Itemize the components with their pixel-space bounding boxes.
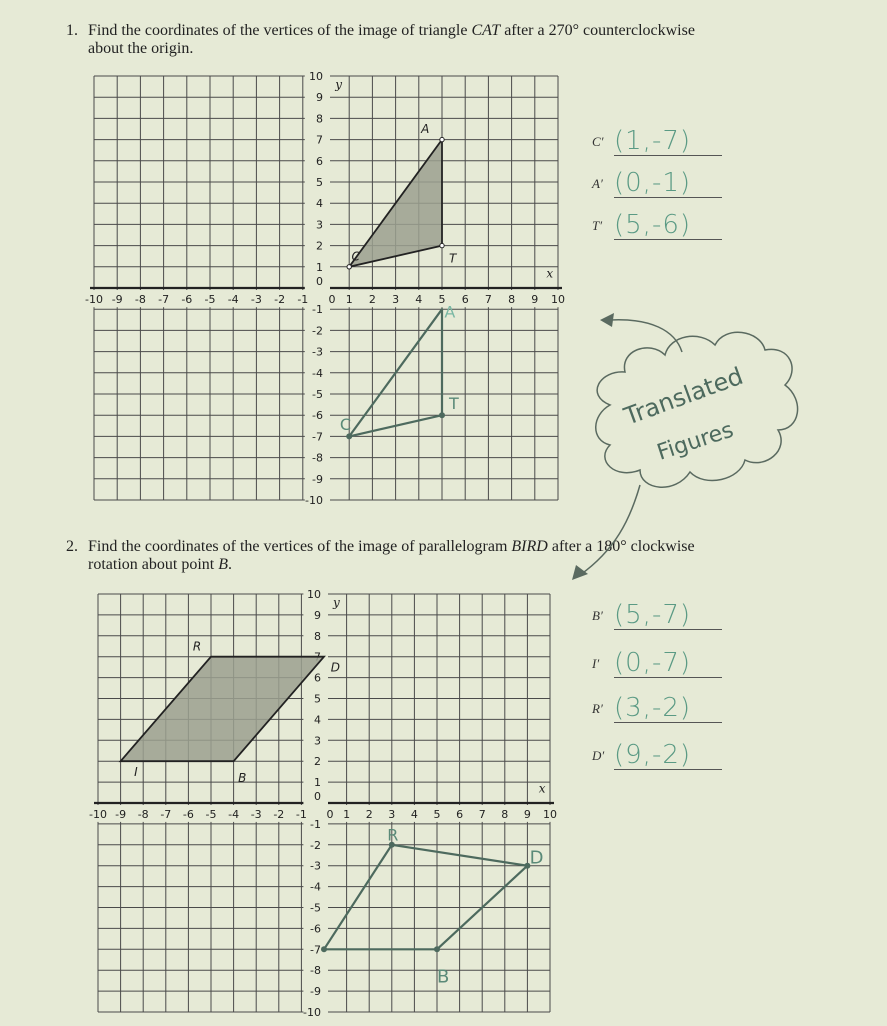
x-tick-label: -9: [111, 293, 123, 306]
answer-d-prime-label: D′: [592, 748, 605, 763]
y-tick-label: 1: [314, 776, 321, 790]
x-tick-label: 6: [461, 293, 469, 306]
y-tick-label: 2: [314, 755, 321, 769]
label-b: B: [238, 771, 247, 786]
x-tick-label: 0: [328, 293, 336, 306]
y-tick-label: 1: [316, 260, 323, 274]
x-tick-label: -4: [227, 293, 239, 306]
x-tick-label: 6: [456, 808, 464, 821]
y-tick-label: 4: [314, 713, 321, 727]
question-2-text-a: Find the coordinates of the vertices of the image of parallelogram: [88, 538, 512, 555]
x-tick-label: -9: [115, 808, 127, 821]
y-tick-label: 3: [314, 734, 321, 748]
image-label-t: T: [448, 393, 459, 413]
answer-d-prime-value: (9,-2): [614, 740, 692, 770]
y-tick-label: 9: [314, 608, 321, 622]
y-tick-label: -7: [310, 943, 321, 957]
answer-c-prime-value: (1,-7): [614, 126, 692, 156]
x-tick-label: 8: [508, 293, 516, 306]
x-tick-label: 9: [523, 808, 531, 821]
x-tick-label: -1: [295, 808, 307, 821]
y-tick-label: 0: [314, 790, 321, 803]
x-tick-label: -8: [137, 808, 149, 821]
x-tick-label: 1: [345, 293, 353, 306]
y-tick-label: -10: [303, 1006, 321, 1019]
answer-t-prime-label: T′: [592, 218, 603, 233]
x-tick-label: 2: [368, 293, 376, 306]
answer-a-prime-value: (0,-1): [614, 168, 692, 198]
x-tick-label: -8: [134, 293, 146, 306]
cloud-text-2: Figures: [654, 417, 737, 466]
x-tick-label: -1: [297, 293, 309, 306]
x-tick-label: -10: [85, 293, 103, 306]
x-axis-label: x: [546, 266, 554, 281]
x-tick-label: -5: [205, 808, 217, 821]
question-1-shape: CAT: [471, 22, 501, 39]
y-tick-label: 9: [316, 91, 323, 105]
y-tick-label: -5: [312, 388, 323, 401]
label-a: A: [421, 122, 430, 137]
y-tick-label: -5: [310, 901, 321, 915]
image-label-a: A: [444, 302, 456, 322]
x-tick-label: 2: [365, 808, 373, 821]
x-tick-label: 9: [531, 293, 539, 306]
question-2-text-b: after a 180° clockwise: [547, 538, 695, 555]
answer-i-prime-label: I′: [592, 656, 600, 671]
y-tick-label: 10: [309, 70, 323, 83]
question-2-point: B: [218, 556, 228, 573]
arrow-up-head: [600, 313, 614, 327]
x-tick-label: 5: [438, 293, 446, 306]
y-axis-label: y: [335, 77, 343, 92]
y-tick-label: 5: [314, 692, 321, 706]
question-1-text-a: Find the coordinates of the vertices of the image of triangle: [88, 22, 472, 39]
answer-r-prime-label: R′: [592, 701, 603, 716]
y-tick-label: 8: [314, 629, 321, 643]
x-tick-label: 3: [392, 293, 400, 306]
y-tick-label: -1: [310, 817, 321, 831]
question-2-text-c: rotation about point: [88, 556, 219, 573]
x-tick-label: 7: [484, 293, 492, 306]
x-tick-label: -7: [160, 808, 172, 821]
x-tick-label: 10: [543, 808, 557, 821]
x-tick-label: 10: [551, 293, 565, 306]
y-tick-label: -4: [312, 366, 323, 380]
image-label-b: B: [437, 966, 450, 988]
y-tick-label: 3: [316, 218, 323, 232]
y-tick-label: 6: [314, 671, 321, 685]
x-tick-label: -6: [181, 293, 193, 306]
answer-a-prime-label: A′: [592, 176, 603, 191]
y-tick-label: 10: [307, 588, 321, 601]
question-1-text-b: after a 270° counterclockwise: [500, 22, 695, 39]
y-tick-label: -2: [312, 324, 323, 338]
label-i: I: [134, 764, 138, 779]
x-tick-label: 4: [410, 808, 418, 821]
y-tick-label: -8: [312, 451, 323, 465]
x-tick-label: 4: [415, 293, 423, 306]
y-tick-label: -3: [310, 859, 321, 873]
y-tick-label: -2: [310, 838, 321, 852]
label-r: R: [192, 639, 202, 654]
x-tick-label: -4: [228, 808, 240, 821]
question-1-number: 1.: [66, 22, 78, 39]
x-tick-label: 0: [326, 808, 334, 821]
label-t: T: [448, 251, 457, 266]
y-tick-label: -9: [310, 985, 321, 999]
x-axis-label: x: [538, 781, 546, 796]
y-tick-label: -10: [305, 494, 323, 507]
x-tick-label: -3: [250, 808, 262, 821]
question-2-text-d: .: [227, 556, 232, 573]
answer-b-prime-label: B′: [592, 608, 603, 623]
image-label-r: R: [387, 825, 399, 845]
y-tick-label: -3: [312, 345, 323, 359]
y-axis-label: y: [333, 595, 340, 610]
x-tick-label: 7: [478, 808, 486, 821]
x-tick-label: -2: [274, 293, 286, 306]
y-tick-label: -6: [312, 409, 323, 423]
x-tick-label: -2: [273, 808, 285, 821]
y-tick-label: -7: [312, 430, 323, 444]
x-tick-label: -3: [250, 293, 262, 306]
x-tick-label: -10: [89, 808, 107, 821]
question-2-shape: BIRD: [511, 538, 548, 555]
x-tick-label: 1: [343, 808, 351, 821]
y-tick-label: 5: [316, 176, 323, 189]
x-tick-label: 3: [388, 808, 396, 821]
x-tick-label: -6: [182, 808, 194, 821]
y-tick-label: 6: [316, 154, 323, 168]
y-tick-label: 7: [316, 133, 323, 147]
answer-t-prime-value: (5,-6): [614, 210, 692, 240]
arrow-down-head: [572, 565, 588, 580]
y-tick-label: -4: [310, 880, 321, 894]
y-tick-label: 4: [316, 197, 323, 211]
answer-r-prime-value: (3,-2): [614, 693, 692, 723]
x-tick-label: 8: [501, 808, 509, 821]
answer-c-prime-label: C′: [592, 134, 604, 149]
question-1-text-line2: about the origin.: [88, 40, 194, 57]
label-d: D: [330, 660, 341, 675]
x-tick-label: 5: [433, 808, 441, 821]
question-2-number: 2.: [66, 538, 78, 555]
y-tick-label: 0: [316, 275, 323, 288]
y-tick-label: -1: [312, 303, 323, 317]
answer-i-prime-value: (0,-7): [614, 648, 692, 678]
x-tick-label: -7: [158, 293, 170, 306]
label-c: C: [351, 249, 360, 264]
image-label-d: D: [529, 847, 544, 869]
x-tick-label: -5: [204, 293, 216, 306]
cloud-text-1: Translated: [620, 361, 747, 431]
y-tick-label: -6: [310, 922, 321, 936]
arrow-down-line: [580, 485, 640, 575]
y-tick-label: 2: [316, 239, 323, 253]
answer-b-prime-value: (5,-7): [614, 600, 692, 630]
y-tick-label: -8: [310, 964, 321, 978]
y-tick-label: -9: [312, 472, 323, 486]
y-tick-label: 8: [316, 112, 323, 126]
image-label-c: C: [339, 415, 352, 435]
